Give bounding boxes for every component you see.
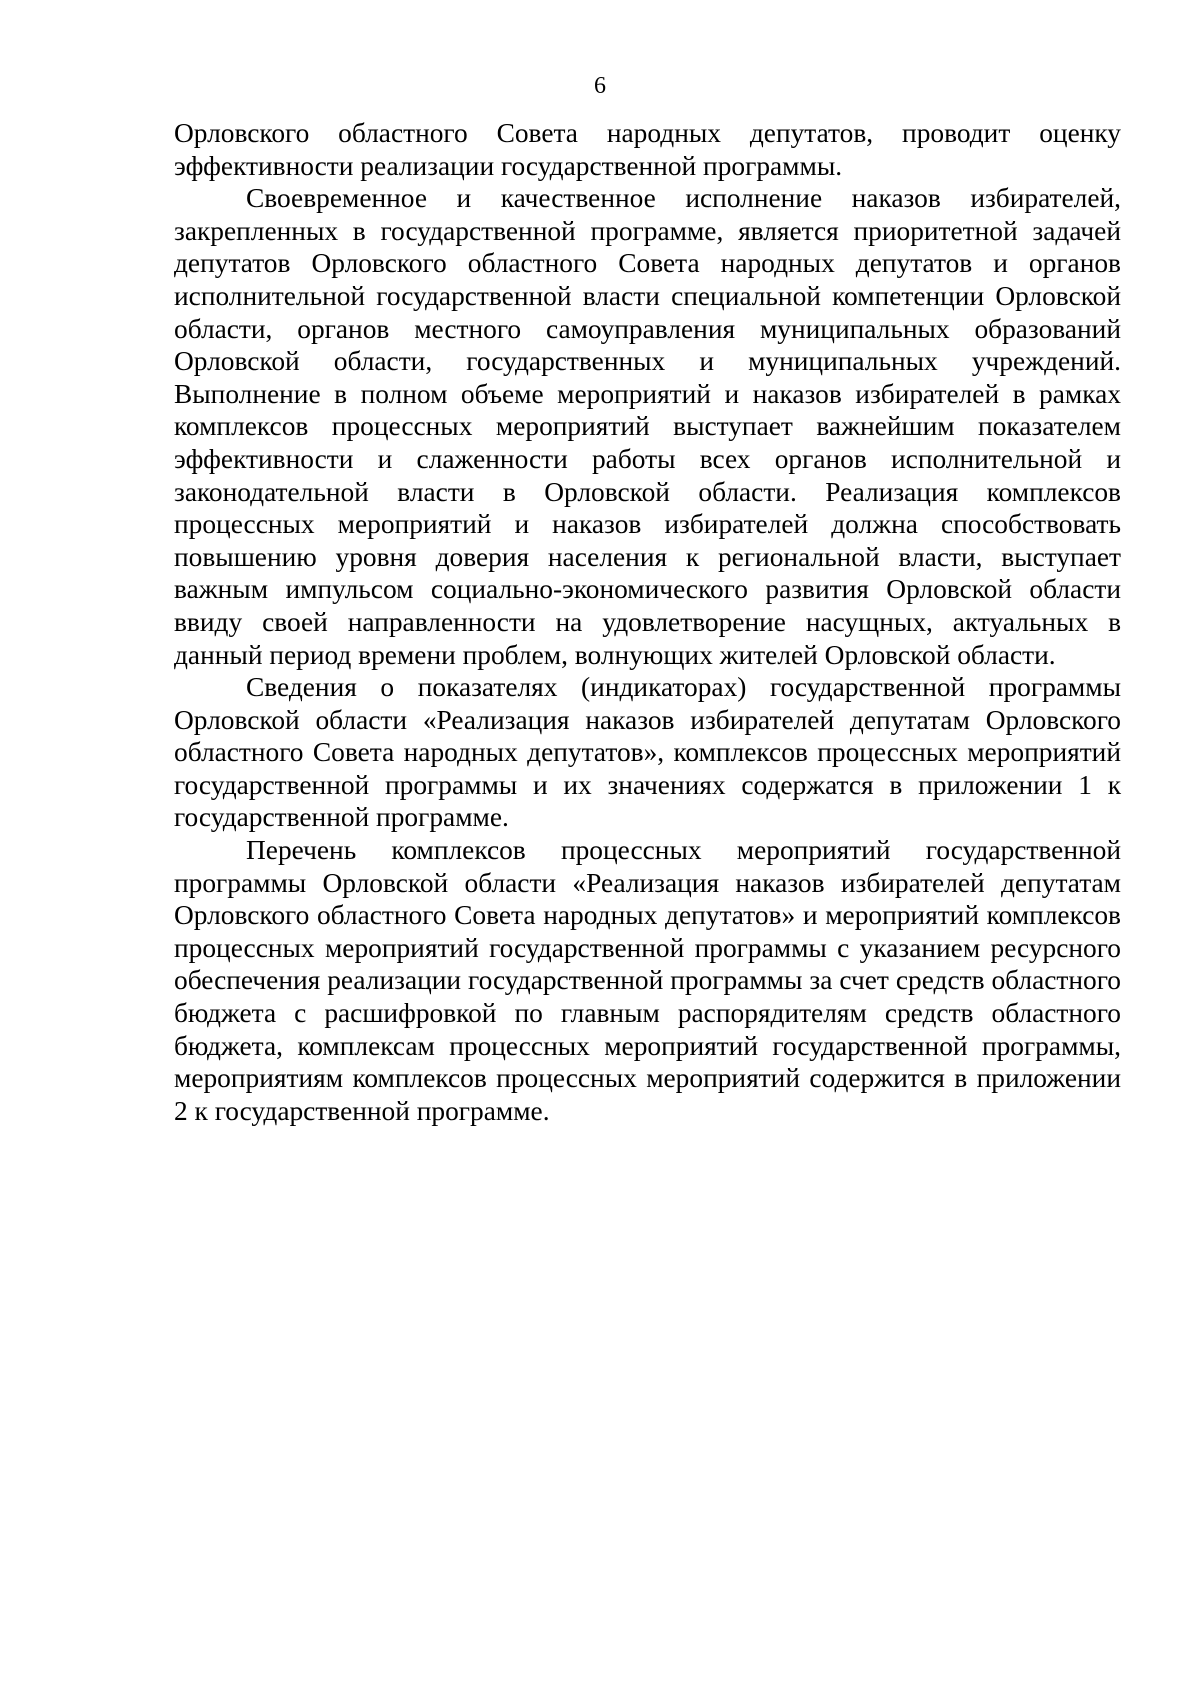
document-body	[174, 117, 1121, 1127]
paragraph-indicators-info: Сведения о показателях (индикаторах) государственной программы Орловской области «Реализация наказов избирателей депутатам Орловского областного Совета народных депутатов», комплексов процессных мероприятий государственной программы и их значениях содержатся в приложении 1 к государственной программе.	[174, 672, 1121, 833]
paragraph-activities-list: Перечень комплексов процессных мероприятий государственной программы Орловской области «Реализация наказов избирателей депутатам Орловского областного Совета народных депутатов» и мероприятий комплексов процессных мероприятий государственной программы с указанием ресурсного обеспечения реализации государственной программы за счет средств областного бюджета с расшифровкой по главным распорядителям средств областного бюджета, комплексам процессных мероприятий государственной программы, мероприятиям комплексов процессных мероприятий содержится в приложении 2 к государственной программе.	[174, 835, 1121, 1126]
paragraph-priority-task: Своевременное и качественное исполнение наказов избирателей, закрепленных в государственной программе, является приоритетной задачей депутатов Орловского областного Совета народных депутатов и органов исполнительной государственной власти специальной компетенции Орловской области, органов местного самоуправления муниципальных образований Орловской области, государственных и муниципальных учреждений. Выполнение в полном объеме мероприятий и наказов избирателей в рамках комплексов процессных мероприятий выступает важнейшим показателем эффективности и слаженности работы всех органов исполнительной и законодательной власти в Орловской области. Реализация комплексов процессных мероприятий и наказов избирателей должна способствовать повышению уровня доверия населения к региональной власти, выступает важным импульсом социально-экономического развития Орловской области ввиду своей направленности на удовлетворение насущных, актуальных в данный период времени проблем, волнующих жителей Орловской области.	[174, 183, 1121, 670]
page-number: 6	[594, 73, 606, 99]
paragraph-continuation: Орловского областного Совета народных депутатов, проводит оценку эффективности реализации государственной программы.	[174, 118, 1121, 181]
